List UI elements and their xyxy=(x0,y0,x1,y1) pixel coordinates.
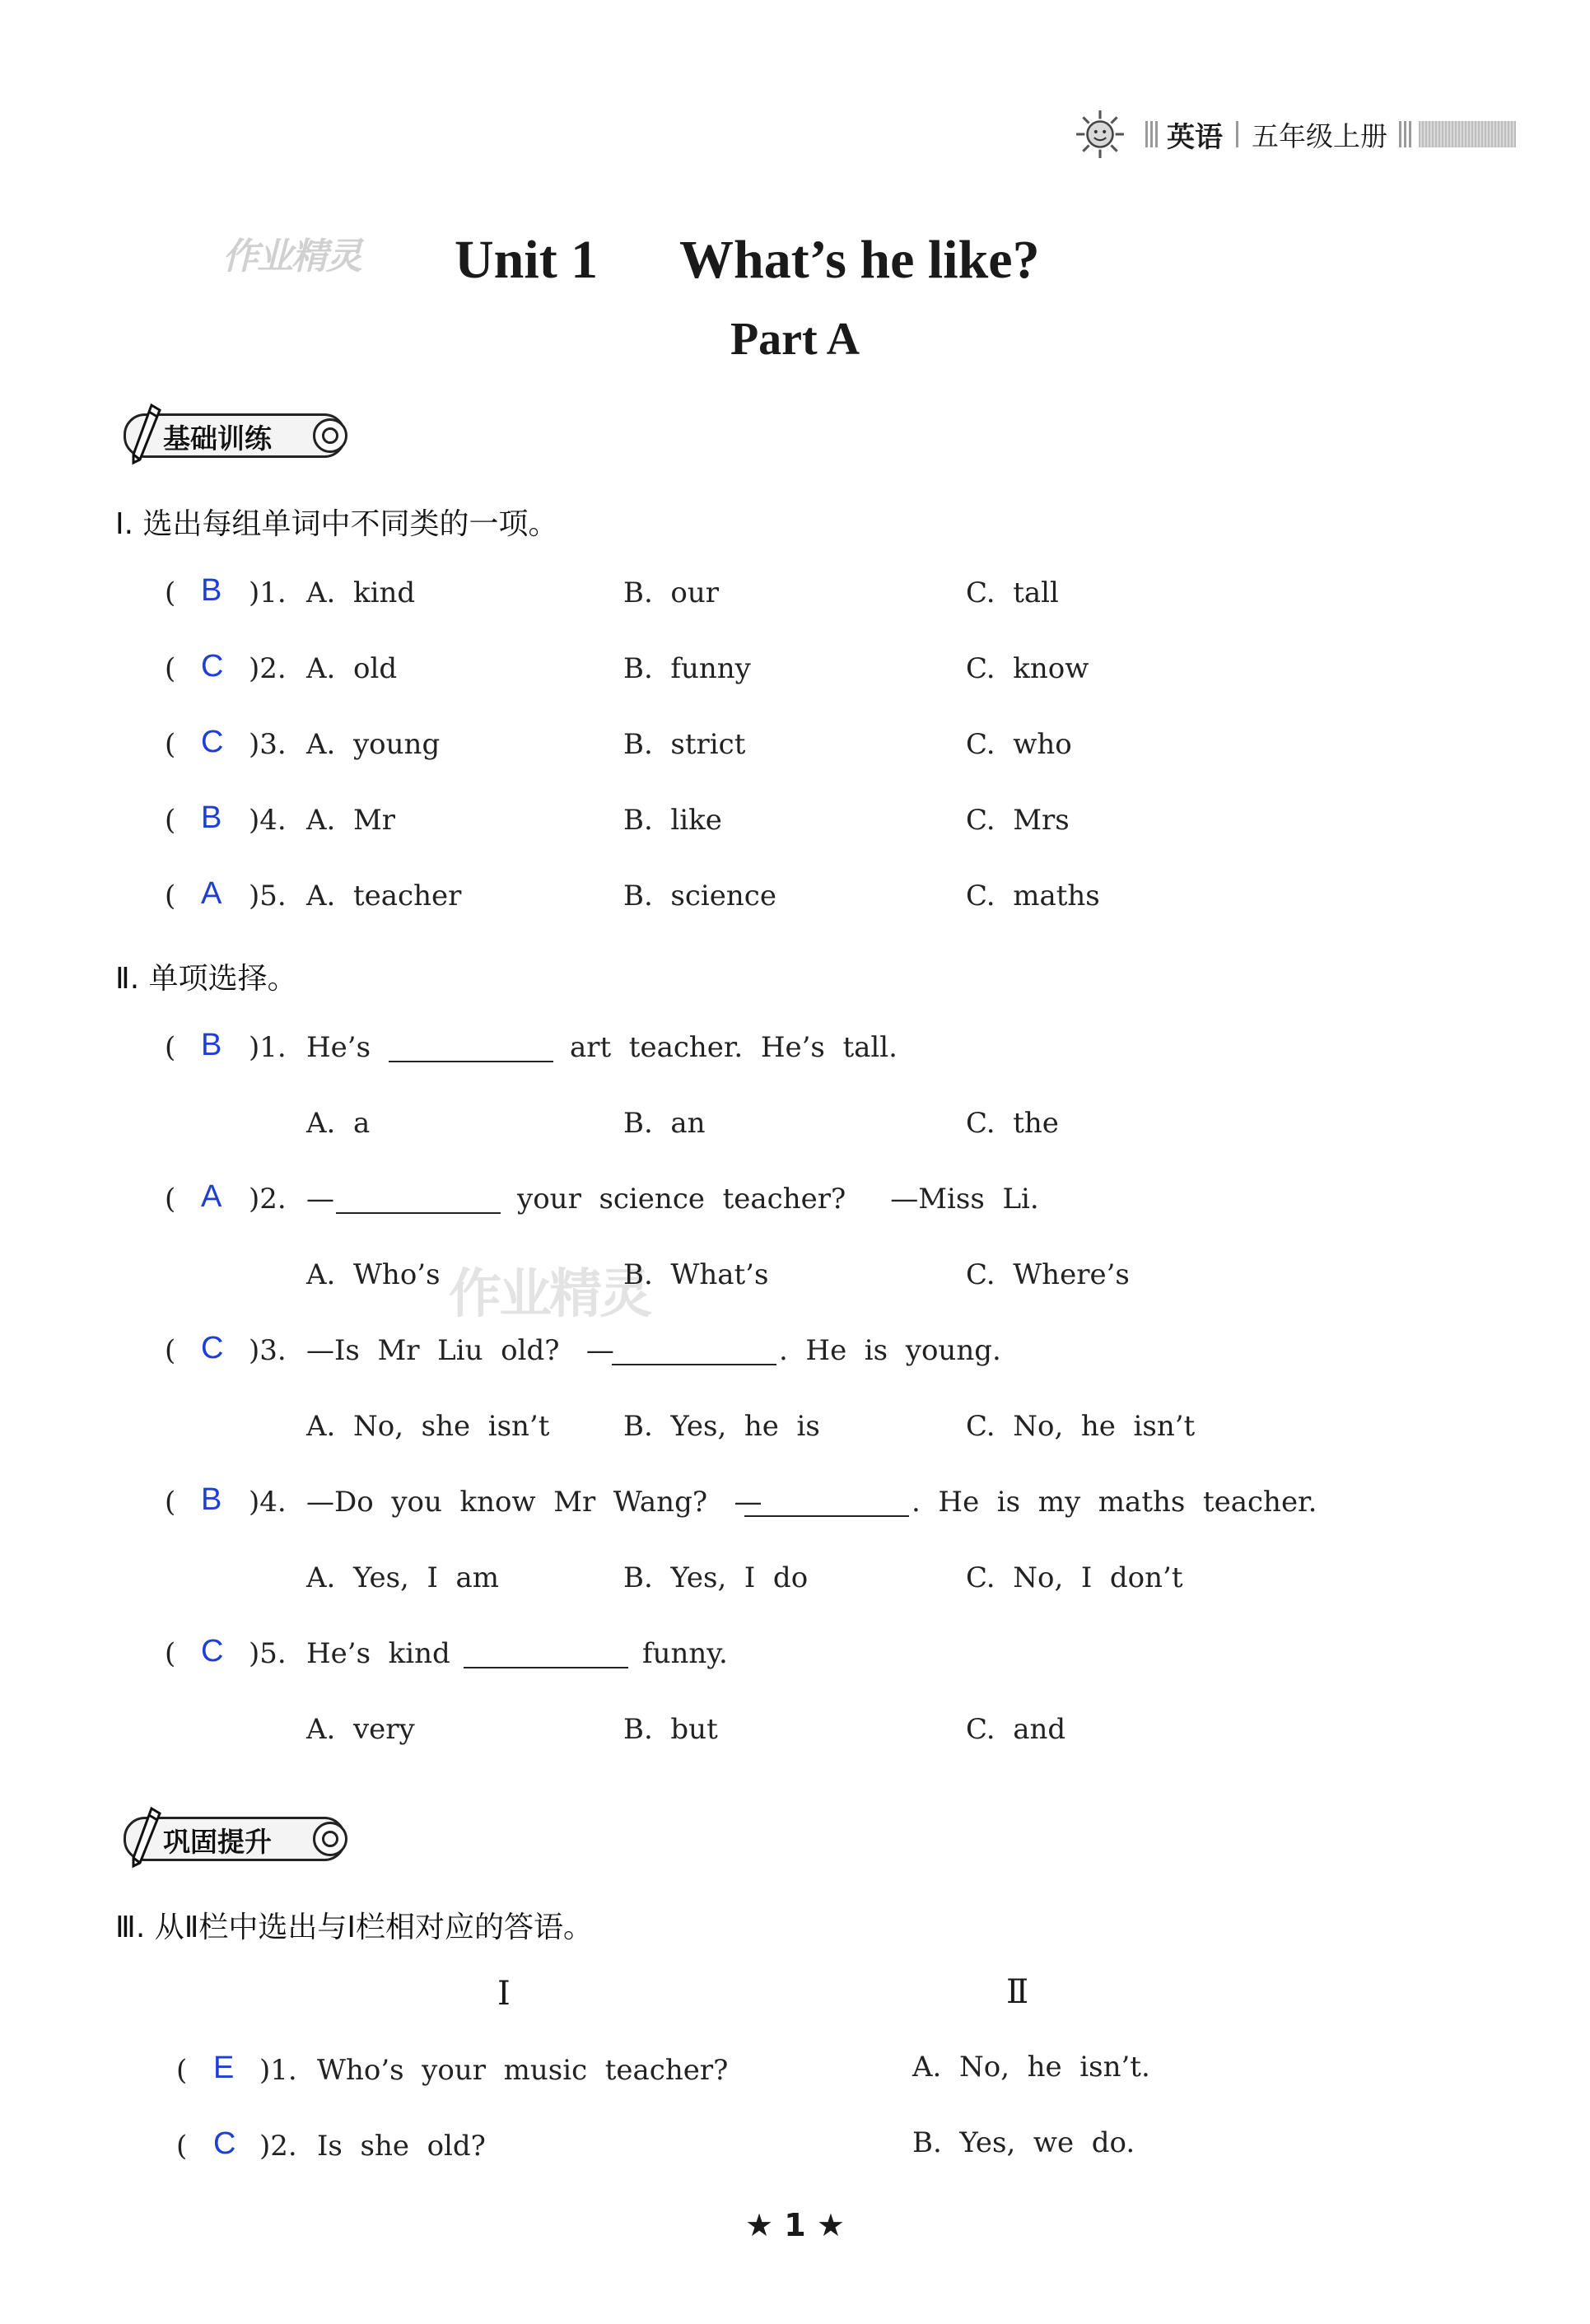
paren-open: ( xyxy=(165,1637,176,1670)
page-number: ★ 1 ★ xyxy=(744,2207,846,2243)
option-b: B. but xyxy=(623,1713,718,1746)
item-number: )5. xyxy=(249,880,287,912)
paren-open: ( xyxy=(165,1334,176,1367)
option-c: C. who xyxy=(966,728,1072,761)
option-a: A. a xyxy=(306,1107,371,1140)
unit-name: What’s he like? xyxy=(679,230,1040,290)
watermark: 作业精灵 xyxy=(449,1264,650,1325)
item-number: )3. xyxy=(249,1334,287,1367)
paren-open: ( xyxy=(165,804,176,837)
question-start: —Do you know Mr Wang? — xyxy=(306,1486,762,1519)
option-b: B. an xyxy=(623,1107,706,1140)
match-option: A. No, he isn’t. xyxy=(912,2051,1150,2084)
answer-mark: B xyxy=(201,800,222,835)
answer-mark: C xyxy=(201,1331,224,1365)
paren-open: ( xyxy=(165,652,176,685)
question-start: —Is Mr Liu old? — xyxy=(306,1334,614,1367)
option-b: B. our xyxy=(623,576,720,609)
option-c: C. No, I don’t xyxy=(966,1561,1183,1594)
option-b: B. like xyxy=(623,804,722,837)
answer-mark: C xyxy=(201,1634,224,1668)
ring-icon xyxy=(313,418,347,453)
option-c: C. Where’s xyxy=(966,1258,1130,1291)
item-number: )3. xyxy=(249,728,287,761)
paren-open: ( xyxy=(176,2130,188,2163)
item-number: )1. xyxy=(249,1031,287,1064)
item-number: )2. xyxy=(259,2130,297,2163)
section-banner-improve xyxy=(105,1810,352,1864)
option-a: A. kind xyxy=(306,576,416,609)
pencil-icon xyxy=(124,1805,166,1871)
option-c: C. tall xyxy=(966,576,1059,609)
option-b: B. Yes, he is xyxy=(623,1410,820,1443)
paren-open: ( xyxy=(176,2054,188,2087)
banner-label: 巩固提升 xyxy=(163,1826,272,1858)
item-number: )1. xyxy=(259,2054,297,2087)
option-a: A. No, she isn’t xyxy=(306,1410,550,1443)
option-c: C. know xyxy=(966,652,1089,685)
question-end: . He is my maths teacher. xyxy=(912,1486,1317,1519)
option-b: B. funny xyxy=(623,652,751,685)
answer-mark: C xyxy=(201,649,224,684)
answer-mark: A xyxy=(201,876,222,911)
question-end: your science teacher? —Miss Li. xyxy=(517,1183,1039,1216)
answer-mark: E xyxy=(213,2051,235,2085)
item-number: )2. xyxy=(249,652,287,685)
question-end: art teacher. He’s tall. xyxy=(570,1031,898,1064)
answer-blank xyxy=(612,1339,776,1365)
section-1-heading: Ⅰ. 选出每组单词中不同类的一项。 xyxy=(115,507,558,541)
option-a: A. Who’s xyxy=(306,1258,441,1291)
header-decoration xyxy=(1419,121,1516,147)
answer-mark: A xyxy=(201,1179,222,1214)
item-number: )5. xyxy=(249,1637,287,1670)
option-b: B. Yes, I do xyxy=(623,1561,809,1594)
option-b: B. science xyxy=(623,880,776,912)
option-a: A. Mr xyxy=(306,804,396,837)
paren-open: ( xyxy=(165,1031,176,1064)
answer-blank xyxy=(744,1491,909,1517)
option-c: C. Mrs xyxy=(966,804,1070,837)
question-end: . He is young. xyxy=(779,1334,1001,1367)
answer-mark: B xyxy=(201,1482,222,1517)
watermark: 作业精灵 xyxy=(222,236,361,278)
option-c: C. the xyxy=(966,1107,1059,1140)
item-number: )1. xyxy=(249,576,287,609)
column-1-header: Ⅰ xyxy=(497,1975,511,2013)
item-number: )2. xyxy=(249,1183,287,1216)
paren-open: ( xyxy=(165,1183,176,1216)
section-2-heading: Ⅱ. 单项选择。 xyxy=(115,962,297,996)
question-start: He’s xyxy=(306,1031,371,1064)
paren-open: ( xyxy=(165,576,176,609)
ring-icon xyxy=(313,1822,347,1856)
answer-blank xyxy=(389,1036,553,1062)
option-a: A. very xyxy=(306,1713,415,1746)
page-header xyxy=(1075,105,1516,163)
sun-icon xyxy=(1075,109,1126,160)
answer-blank xyxy=(464,1642,628,1668)
option-c: C. maths xyxy=(966,880,1100,912)
option-b: B. strict xyxy=(623,728,746,761)
banner-label: 基础训练 xyxy=(163,422,272,455)
paren-open: ( xyxy=(165,728,176,761)
paren-open: ( xyxy=(165,1486,176,1519)
header-subject: 英语 xyxy=(1167,120,1223,154)
column-2-header: Ⅱ xyxy=(1006,1973,1029,2011)
answer-mark: B xyxy=(201,1028,222,1062)
part-title: Part A xyxy=(730,314,860,365)
answer-mark: C xyxy=(213,2126,236,2161)
paren-open: ( xyxy=(165,880,176,912)
answer-mark: C xyxy=(201,725,224,759)
question-end: funny. xyxy=(642,1637,728,1670)
option-c: C. No, he isn’t xyxy=(966,1410,1196,1443)
header-grade: 五年级上册 xyxy=(1252,119,1387,152)
header-separator xyxy=(1236,121,1238,147)
unit-label: Unit 1 xyxy=(455,230,599,290)
question-text: Who’s your music teacher? xyxy=(317,2054,729,2087)
answer-blank xyxy=(336,1188,501,1214)
question-text: Is she old? xyxy=(317,2130,486,2163)
item-number: )4. xyxy=(249,1486,287,1519)
question-start: — xyxy=(306,1183,334,1216)
option-b: B. What’s xyxy=(623,1258,769,1291)
option-a: A. young xyxy=(306,728,441,761)
pencil-icon xyxy=(124,402,166,468)
match-option: B. Yes, we do. xyxy=(912,2126,1135,2159)
section-banner-basic xyxy=(105,407,352,461)
option-a: A. old xyxy=(306,652,398,685)
header-divider xyxy=(1145,121,1159,147)
question-start: He’s kind xyxy=(306,1637,450,1670)
option-a: A. teacher xyxy=(306,880,462,912)
item-number: )4. xyxy=(249,804,287,837)
answer-mark: B xyxy=(201,573,222,608)
header-divider xyxy=(1399,121,1412,147)
option-c: C. and xyxy=(966,1713,1066,1746)
option-a: A. Yes, I am xyxy=(306,1561,500,1594)
section-3-heading: Ⅲ. 从Ⅱ栏中选出与Ⅰ栏相对应的答语。 xyxy=(115,1911,594,1944)
